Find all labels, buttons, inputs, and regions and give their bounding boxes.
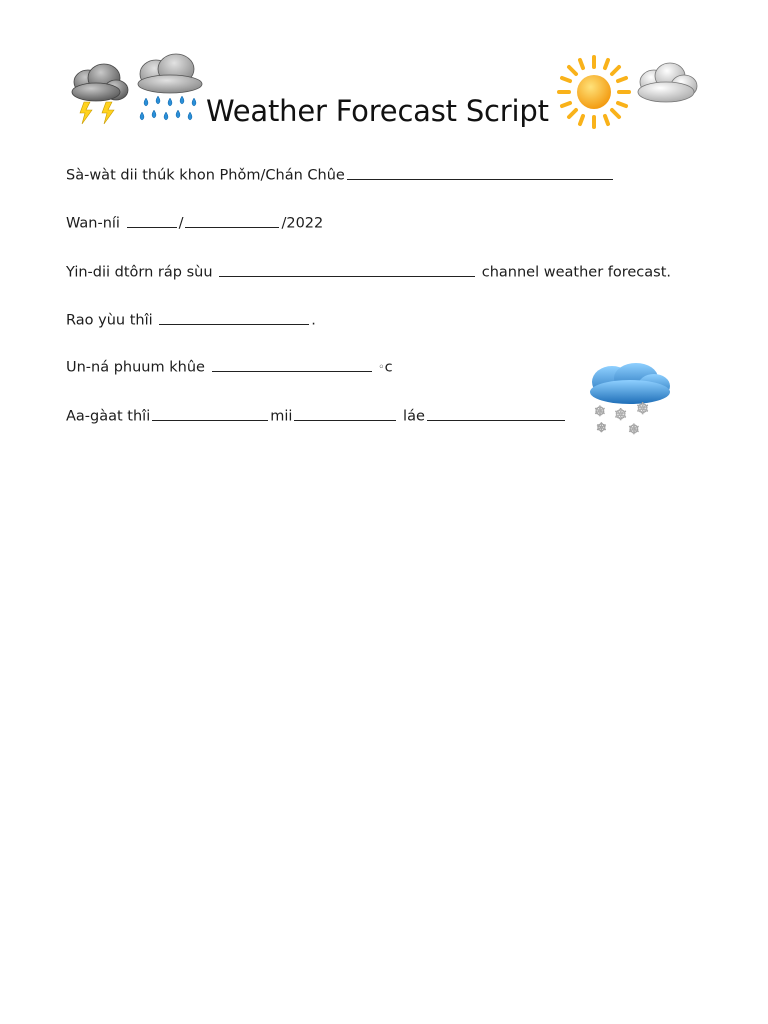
month-blank[interactable] (185, 212, 279, 228)
date-year: /2022 (281, 215, 324, 232)
day-blank[interactable] (127, 212, 177, 228)
page-title: Weather Forecast Script (206, 94, 549, 128)
degree-symbol: ◦ (378, 360, 385, 374)
greeting-text: Sà-wàt dii thúk khon Phǒm/Chán Chûe (66, 167, 345, 184)
svg-text:❄: ❄ (594, 404, 606, 420)
temperature-line (66, 356, 393, 376)
weather-line (66, 405, 567, 425)
weather-mid2: láe (403, 408, 425, 425)
location-prefix: Rao yùu thîi (66, 312, 153, 329)
weather-mid1: mii (270, 408, 293, 425)
channel-blank[interactable] (219, 261, 475, 277)
rain-cloud-icon (134, 52, 208, 128)
temperature-unit: c (384, 359, 393, 376)
thunderstorm-cloud-icon (66, 60, 132, 126)
location-suffix: . (311, 312, 316, 329)
svg-text:❄: ❄ (596, 421, 607, 436)
svg-text:❄: ❄ (636, 399, 650, 418)
weather-prefix: Aa-gàat thîi (66, 408, 151, 425)
date-prefix: Wan-níi (66, 215, 120, 232)
welcome-line (66, 261, 671, 281)
temperature-blank[interactable] (212, 356, 372, 372)
sun-icon (556, 54, 632, 130)
place-blank[interactable] (152, 405, 268, 421)
snow-cloud-icon (588, 362, 674, 436)
date-line (66, 212, 323, 232)
greeting-line (66, 164, 615, 184)
name-blank[interactable] (347, 164, 613, 180)
location-line (66, 309, 316, 329)
welcome-prefix: Yin-dii dtôrn ráp sùu (66, 264, 213, 281)
weather-blank-1[interactable] (294, 405, 396, 421)
cloud-icon (634, 60, 700, 108)
temperature-prefix: Un-ná phuum khûe (66, 359, 205, 376)
svg-text:❄: ❄ (628, 422, 640, 436)
weather-blank-2[interactable] (427, 405, 565, 421)
welcome-suffix: channel weather forecast. (481, 264, 672, 281)
date-separator: / (178, 215, 184, 232)
svg-text:❄: ❄ (614, 405, 628, 424)
location-blank[interactable] (159, 309, 309, 325)
